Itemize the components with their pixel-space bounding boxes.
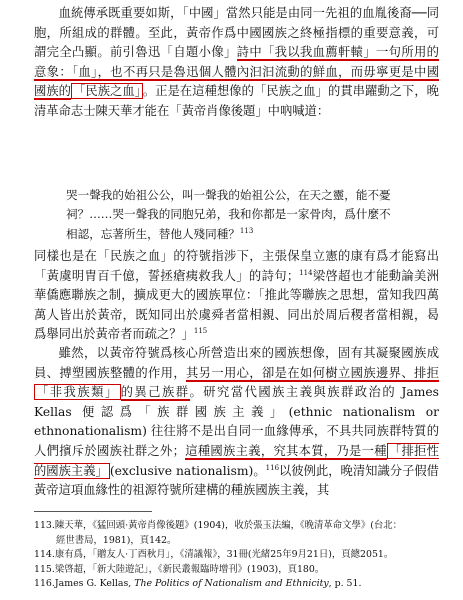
boxed-phrase-exclusive-nationalism: 「排拒性的國族主義」 — [34, 443, 439, 478]
paragraph-3-text-a: 雖然，以黃帝符號爲核心所營造出來的國族想像，固有其凝聚國族成員、搏塑國族整體的作用， — [34, 346, 439, 380]
paragraph-3-text-c: (exclusive nationalism)。 — [109, 463, 266, 478]
footnote-divider — [34, 511, 152, 512]
footnote-115 — [34, 563, 444, 578]
footnote-text: 梁啓超，「新大陸遊記」，《新民叢報臨時增刊》(1903)，頁180。 — [54, 563, 325, 575]
footnote-113 — [34, 519, 444, 548]
paragraph-1 — [34, 4, 439, 122]
paragraph-2 — [34, 247, 439, 345]
paragraph-3-text-b: 。研究當代國族主義與族群政治的 James Kellas 便認爲「族群國族主義」(ethnic nationalism or ethnonationalism) 往往將不是出自同一血緣傳承，不具共同族群特質的人們擯斥於國族社群之外； — [34, 385, 439, 458]
underlined-passage-alien-groups: 的異己族群 — [120, 385, 190, 400]
paragraph-3 — [34, 344, 439, 501]
footnote-number: 113. — [34, 520, 55, 531]
footnote-number: 115. — [34, 563, 55, 575]
footnotes — [34, 519, 444, 592]
footnote-ref-113: 113 — [239, 226, 254, 235]
block-quote — [66, 186, 438, 244]
footnote-116 — [34, 577, 444, 592]
footnote-text: James G. Kellas, — [54, 578, 135, 590]
footnote-number: 116. — [34, 578, 55, 590]
footnote-ref-114: 114 — [299, 268, 313, 277]
quote-line-1: 哭一聲我的始祖公公，叫一聲我的始祖公公，在天之靈，能不憂 — [66, 188, 391, 202]
boxed-phrase-national-blood: 「民族之血」 — [73, 84, 141, 99]
quote-line-2: 祠？……哭一聲我的同胞兄弟，我和你都是一家骨肉，爲什麼不 — [66, 207, 391, 222]
underlined-passage-boundary: 其另一用心，卻是在如何樹立國族邊界、排拒 — [186, 365, 439, 380]
underlined-passage-blood: 詩中「我以我血薦軒轅」一句所用的意象：「血」，也不再只是魯迅個人體內汩汩流動的鮮血，而毋寧更是中國國族的 — [34, 45, 439, 99]
footnote-number: 114. — [34, 549, 55, 561]
footnote-ref-115: 115 — [193, 327, 208, 336]
footnote-ref-116: 116 — [265, 463, 280, 472]
footnote-text: 康有爲，「贈友人·丁酉秋月」，《清議報》，31冊(光緒25年9月21日)，頁總2051。 — [54, 549, 394, 561]
paragraph-2-text: 同樣也是在「民族之血」的符號指涉下，主張保皇立憲的康有爲才能寫出「黃虞明胄百千億，誓拯瘡痍救我人」的詩句； — [34, 249, 439, 283]
paragraph-1-text-a: 血統傳承既重要如斯，「中國」當然只能是由同一先祖的血胤後裔──同胞，所組成的群體。至此，黃帝作爲中國國族之終極指標的重要意義，可謂完全凸顯。前引魯迅「自題小像」 — [34, 6, 439, 60]
footnote-text-continued: 經世書局，1981)，頁142。 — [56, 534, 177, 546]
underlined-passage-essence: 這種國族主義，究其本質，乃是一種 — [184, 443, 387, 458]
paragraph-1-text-b: 。正是在這種想像的「民族之血」的貫串躍動之下，晚清革命志士陳天華才能在「黃帝肖像後題」中吶喊道： — [34, 84, 439, 118]
paragraph-2-text-2: 梁啓超也才能動論美洲華僑應聯族之制，擴成更大的國族單位：「推此等聯族之思想，當知我四萬萬人皆出於黃帝，既知同出於虞舜者當相親、同出於周后稷者當相親，曷爲舉同出於黃帝者而疏之？」 — [34, 268, 439, 342]
footnote-text-end: , p. 51. — [328, 578, 362, 590]
quote-line-3: 相認，忘著所生，替他人殘同種？ — [66, 226, 240, 241]
footnote-book-title: The Politics of Nationalism and Ethnicity — [134, 578, 329, 590]
paragraph-3-text-d: 以彼例此，晚清知識分子假借黃帝這項血緣性的祖源符號所建構的種族國族主義，其 — [34, 463, 439, 498]
footnote-114 — [34, 548, 444, 563]
footnote-text: 陳天華，《猛回頭·黃帝肖像後題》(1904)，收於張玉法編，《晚清革命文學》(台北： — [54, 520, 403, 531]
boxed-phrase-not-our-kind: 「非我族類」 — [36, 385, 119, 400]
